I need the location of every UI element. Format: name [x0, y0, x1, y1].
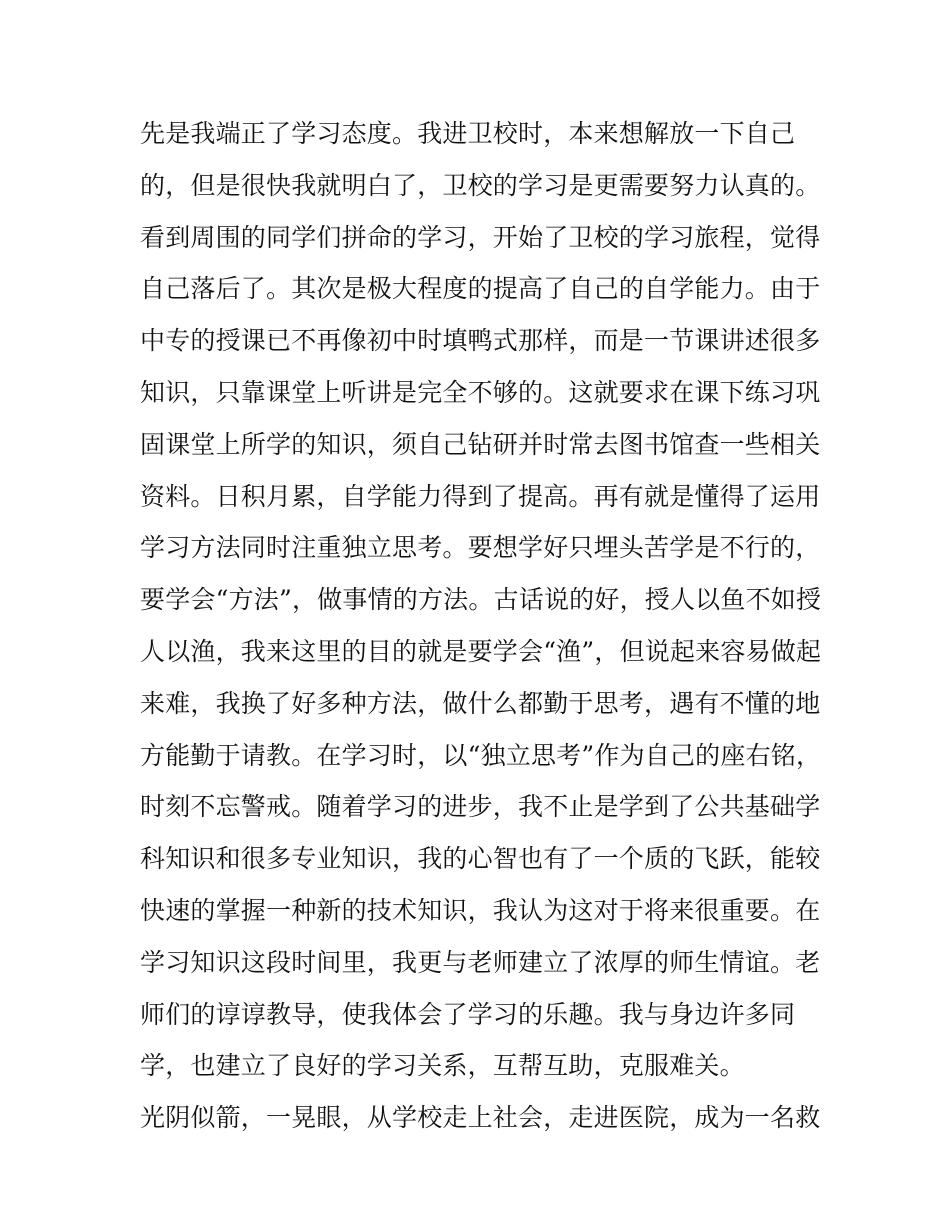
text-line: 学习知识这段时间里，我更与老师建立了浓厚的师生情谊。老 [140, 947, 821, 977]
text-line: 来难，我换了好多种方法，做什么都勤于思考，遇有不懂的地 [140, 688, 821, 718]
text-line: 资料。日积月累，自学能力得到了提高。再有就是懂得了运用 [140, 481, 821, 511]
text-line: 学，也建立了良好的学习关系，互帮互助，克服难关。 [140, 1051, 745, 1081]
text-line: 光阴似箭，一晃眼，从学校走上社会，走进医院，成为一名救 [140, 1103, 821, 1133]
text-line: 时刻不忘警戒。随着学习的进步，我不止是学到了公共基础学 [140, 792, 821, 822]
body-text [140, 108, 820, 1144]
text-line: 科知识和很多专业知识，我的心智也有了一个质的飞跃，能较 [140, 844, 821, 874]
text-line: 方能勤于请教。在学习时，以“独立思考”作为自己的座右铭， [140, 740, 822, 770]
text-line: 学习方法同时注重独立思考。要想学好只埋头苦学是不行的， [140, 533, 821, 563]
text-line: 知识，只靠课堂上听讲是完全不够的。这就要求在课下练习巩 [140, 377, 821, 407]
text-line: 的，但是很快我就明白了，卫校的学习是更需要努力认真的。 [140, 170, 821, 200]
text-line: 中专的授课已不再像初中时填鸭式那样，而是一节课讲述很多 [140, 326, 821, 356]
text-line: 要学会“方法”，做事情的方法。古话说的好，授人以鱼不如授 [140, 585, 822, 615]
text-line: 师们的谆谆教导，使我体会了学习的乐趣。我与身边许多同 [140, 999, 796, 1029]
text-line: 看到周围的同学们拼命的学习，开始了卫校的学习旅程，觉得 [140, 222, 821, 252]
text-line: 先是我端正了学习态度。我进卫校时，本来想解放一下自己 [140, 119, 796, 148]
text-line: 固课堂上所学的知识，须自己钻研并时常去图书馆查一些相关 [140, 429, 821, 459]
text-line: 自己落后了。其次是极大程度的提高了自己的自学能力。由于 [140, 274, 821, 304]
text-line: 人以渔，我来这里的目的就是要学会“渔”，但说起来容易做起 [140, 636, 822, 666]
text-line: 快速的掌握一种新的技术知识，我认为这对于将来很重要。在 [140, 895, 821, 925]
